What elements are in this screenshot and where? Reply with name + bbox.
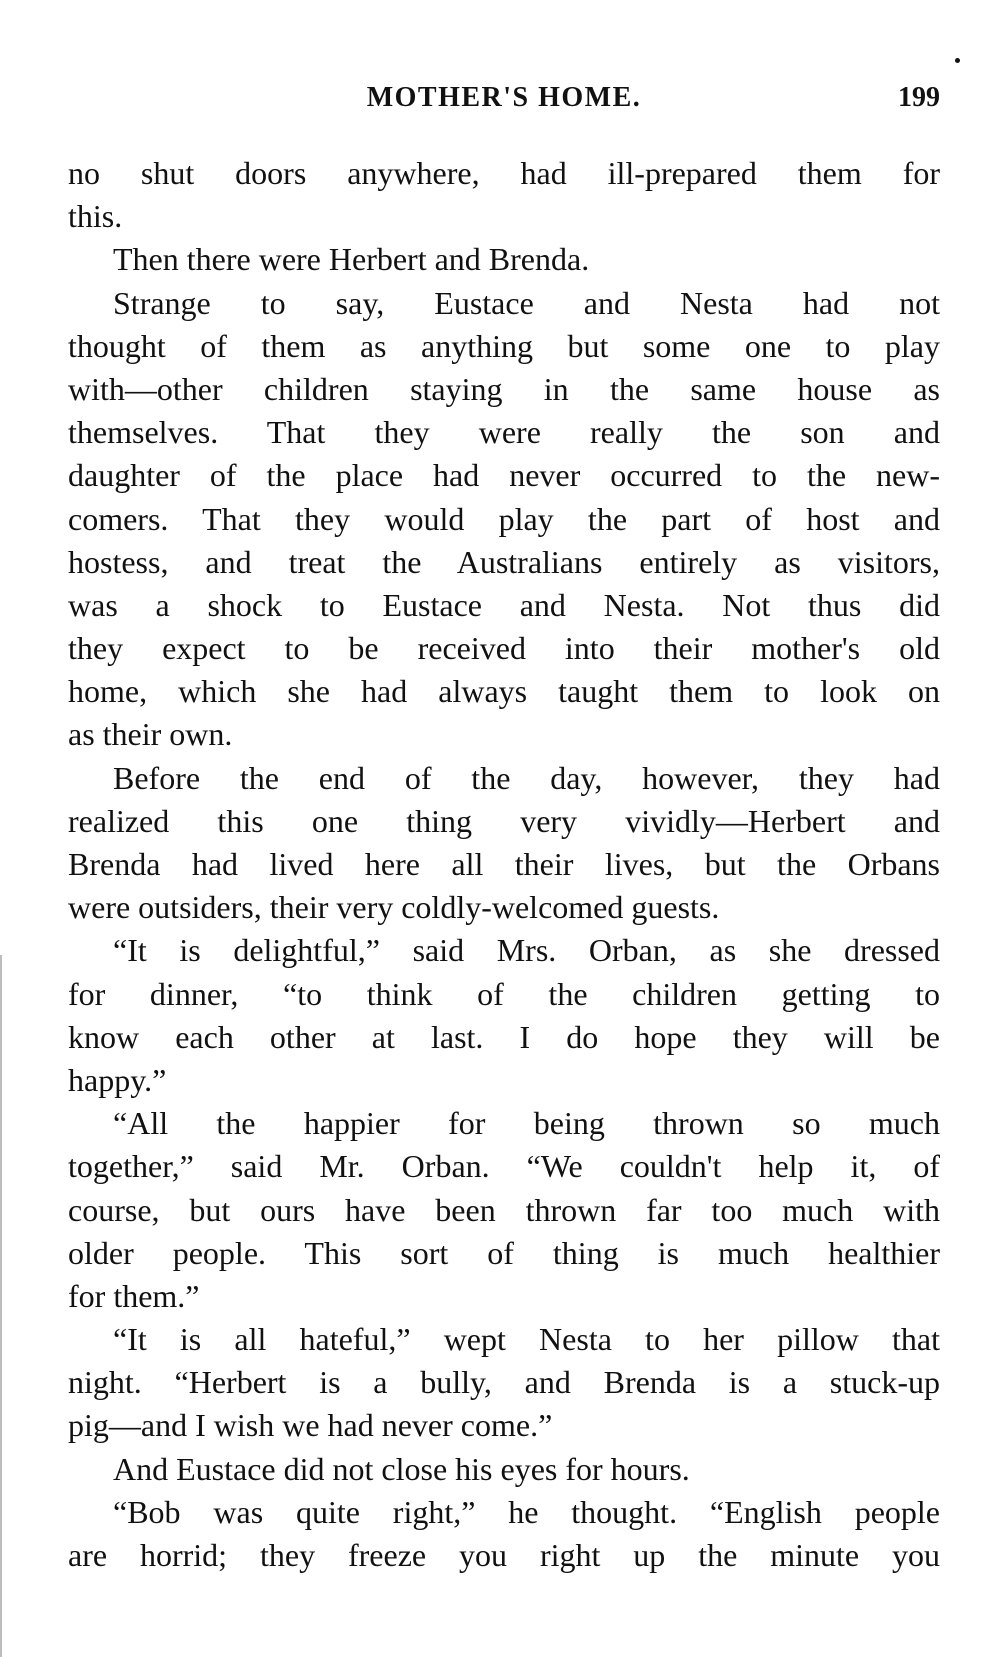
text-line: Strange to say, Eustace and Nesta had not bbox=[113, 284, 940, 321]
page-edge-shadow bbox=[0, 955, 2, 1657]
text-line: for them.” bbox=[68, 1277, 200, 1314]
text-line: realized this one thing very vividly—Herbert and bbox=[68, 802, 940, 839]
text-line: as their own. bbox=[68, 716, 233, 753]
text-line: home, which she had always taught them to look on bbox=[68, 673, 940, 710]
text-line: for dinner, “to think of the children getting to bbox=[68, 975, 940, 1012]
text-line: daughter of the place had never occurred to the new- bbox=[68, 457, 940, 494]
text-line: hostess, and treat the Australians entirely as visitors, bbox=[68, 543, 940, 580]
body-text bbox=[68, 152, 940, 1642]
page-number: 199 bbox=[898, 82, 940, 113]
text-line: older people. This sort of thing is much healthier bbox=[68, 1234, 940, 1271]
text-line: Brenda had lived here all their lives, but the Orbans bbox=[68, 846, 940, 882]
text-line: pig—and I wish we had never come.” bbox=[68, 1407, 553, 1444]
text-line: themselves. That they were really the son and bbox=[68, 414, 940, 451]
text-line: no shut doors anywhere, had ill-prepared them for bbox=[68, 155, 940, 191]
text-line: “All the happier for being thrown so much bbox=[113, 1105, 940, 1142]
text-line: thought of them as anything but some one to play bbox=[68, 327, 940, 364]
text-line: know each other at last. I do hope they will be bbox=[68, 1018, 940, 1055]
text-line: were outsiders, their very coldly-welcomed guests. bbox=[68, 889, 720, 926]
ink-speck bbox=[955, 58, 960, 63]
text-line: are horrid; they freeze you right up the minute you bbox=[68, 1537, 940, 1573]
text-line: course, but ours have been thrown far too much with bbox=[68, 1191, 940, 1228]
text-line: Then there were Herbert and Brenda. bbox=[113, 241, 590, 278]
text-line: they expect to be received into their mother's old bbox=[68, 630, 940, 667]
text-line: “It is all hateful,” wept Nesta to her pillow that bbox=[113, 1321, 940, 1358]
text-line: was a shock to Eustace and Nesta. Not thus did bbox=[68, 586, 940, 623]
text-line: “Bob was quite right,” he thought. “English people bbox=[113, 1493, 940, 1530]
running-title: MOTHER'S HOME. bbox=[366, 82, 642, 113]
text-line: “It is delightful,” said Mrs. Orban, as she dressed bbox=[113, 932, 940, 969]
text-line: comers. That they would play the part of host and bbox=[68, 500, 940, 537]
text-line: together,” said Mr. Orban. “We couldn't help it, of bbox=[68, 1148, 940, 1185]
text-line: with—other children staying in the same house as bbox=[68, 370, 940, 407]
text-line: And Eustace did not close his eyes for hours. bbox=[113, 1450, 690, 1487]
running-head bbox=[68, 78, 940, 118]
text-line: night. “Herbert is a bully, and Brenda is a stuck-up bbox=[68, 1364, 940, 1401]
text-line: this. bbox=[68, 198, 123, 235]
text-line: happy.” bbox=[68, 1061, 167, 1098]
text-line: Before the end of the day, however, they had bbox=[113, 759, 940, 796]
